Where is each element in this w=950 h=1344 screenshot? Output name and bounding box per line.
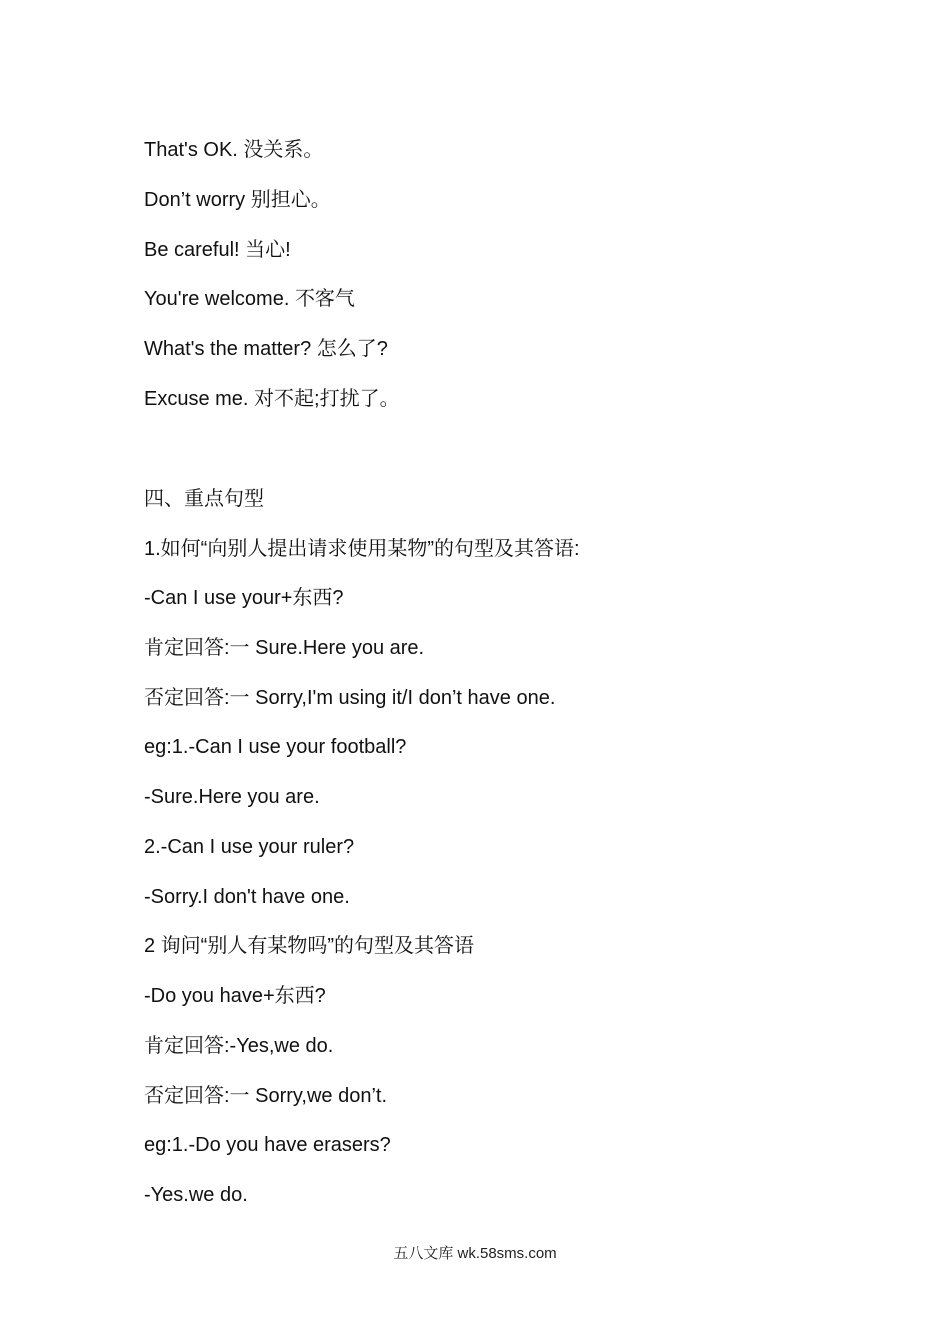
example-3-answer: -Yes.we do.	[144, 1184, 248, 1206]
page-footer: 五八文库 wk.58sms.com	[393, 1245, 557, 1262]
example-1-answer: -Sure.Here you are.	[144, 786, 320, 808]
pattern-2-positive: 肯定回答:-Yes,we do.	[144, 1035, 334, 1057]
example-2-answer: -Sorry.I don't have one.	[144, 886, 350, 908]
phrase-dont-worry: Don’t worry 别担心。	[144, 189, 331, 211]
pattern-1-negative: 否定回答:一 Sorry,I'm using it/I don’t have one.	[144, 687, 556, 709]
example-3-question: eg:1.-Do you have erasers?	[144, 1134, 391, 1156]
pattern-2-question: -Do you have+东西?	[144, 985, 326, 1007]
example-1-question: eg:1.-Can I use your football?	[144, 736, 407, 758]
section-heading: 四、重点句型	[144, 488, 264, 510]
example-2-question: 2.-Can I use your ruler?	[144, 836, 355, 858]
phrase-youre-welcome: You're welcome. 不客气	[144, 288, 355, 310]
pattern-2-negative: 否定回答:一 Sorry,we don’t.	[144, 1085, 388, 1107]
pattern-1-title: 1.如何“向别人提出请求使用某物”的句型及其答语:	[144, 538, 580, 560]
phrase-excuse-me: Excuse me. 对不起;打扰了。	[144, 388, 400, 410]
pattern-1-question: -Can I use your+东西?	[144, 587, 344, 609]
phrase-thats-ok: That's OK. 没关系。	[144, 139, 324, 161]
pattern-1-positive: 肯定回答:一 Sure.Here you are.	[144, 637, 425, 659]
pattern-2-title: 2 询问“别人有某物吗”的句型及其答语	[144, 935, 474, 957]
phrase-whats-the-matter: What's the matter? 怎么了?	[144, 338, 388, 360]
phrase-be-careful: Be careful! 当心!	[144, 239, 291, 261]
